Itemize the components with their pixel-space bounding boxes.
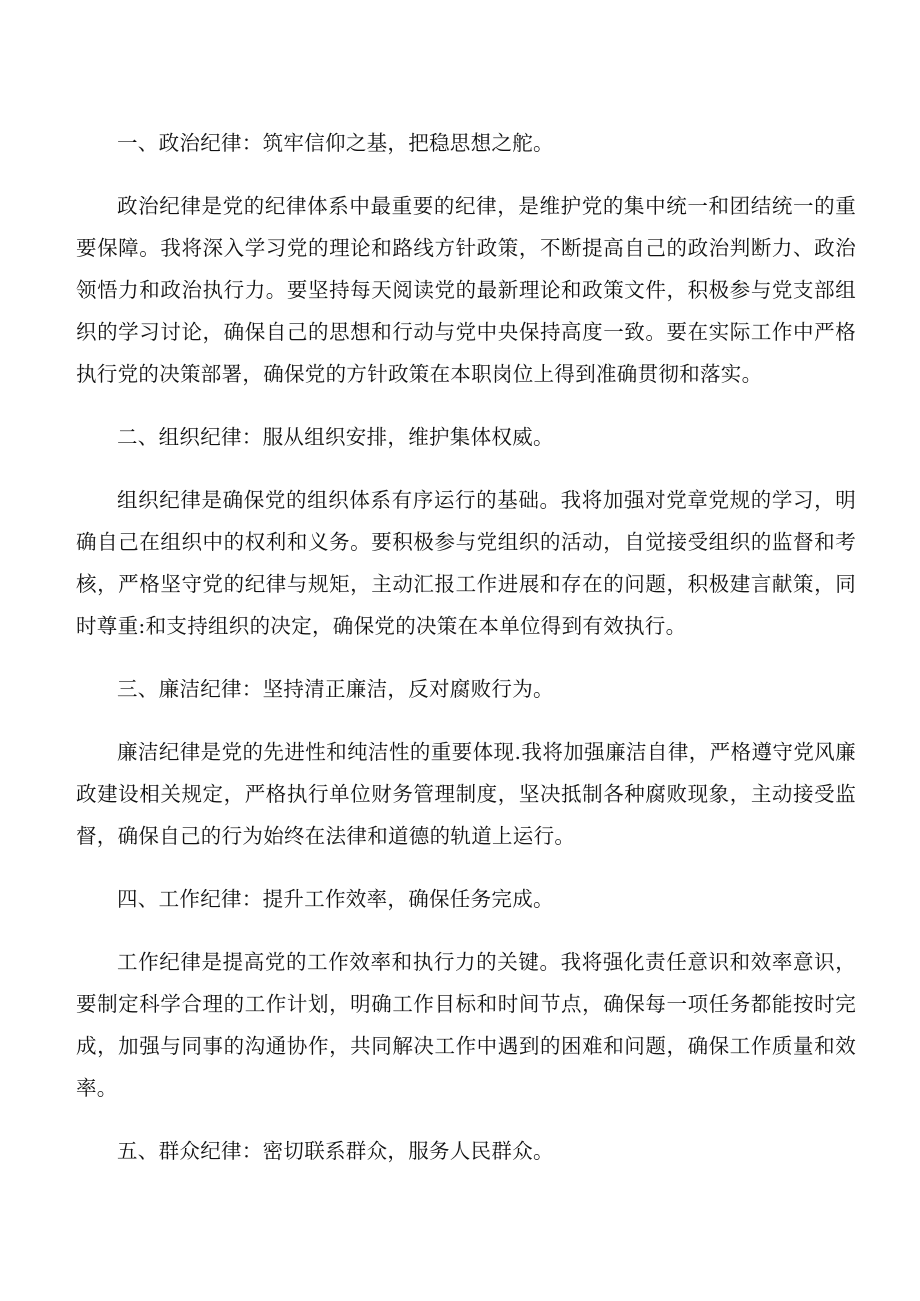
section-body-political: 政治纪律是党的纪律体系中最重要的纪律，是维护党的集中统一和团结统一的重要保障。我将深入学习党的理论和路线方针政策，不断提高自己的政治判断力、政治领悟力和政治执行力。要坚持每天阅读党的最新理论和政策文件，积极参与党支部组织的学习讨论，确保自己的思想和行动与党中央保持高度一致。要在实际工作中严格执行党的决策部署，确保党的方针政策在本职岗位上得到准确贯彻和落实。 [76,194,856,386]
section-heading-organization: 二、组织纪律：服从组织安排，维护集体权威。 [117,425,554,449]
section-body-integrity: 廉洁纪律是党的先进性和纯洁性的重要体现.我将加强廉洁自律，严格遵守党风廉政建设相关规定，严格执行单位财务管理制度，坚决抵制各种腐败现象，主动接受监督，确保自己的行为始终在法律和道德的轨道上运行。 [76,740,856,848]
document-body [76,122,856,1193]
section-body-work: 工作纪律是提高党的工作效率和执行力的关键。我将强化责任意识和效率意识，要制定科学合理的工作计划，明确工作目标和时间节点，确保每一项任务都能按时完成，加强与同事的沟通协作，共同解决工作中遇到的困难和问题，确保工作质量和效率。 [76,950,856,1100]
section-heading-political: 一、政治纪律：筑牢信仰之基，把稳思想之舵。 [117,131,554,155]
section-heading-work: 四、工作纪律：提升工作效率，确保任务完成。 [117,887,554,911]
section-heading-integrity: 三、廉洁纪律：坚持清正廉洁，反对腐败行为。 [117,677,554,701]
section-heading-masses: 五、群众纪律：密切联系群众，服务人民群众。 [117,1139,554,1163]
section-body-organization: 组织纪律是确保党的组织体系有序运行的基础。我将加强对党章党规的学习，明确自己在组织中的权利和义务。要积极参与党组织的活动，自觉接受组织的监督和考核，严格坚守党的纪律与规矩，主动汇报工作进展和存在的问题，积极建言献策，同时尊重:和支持组织的决定，确保党的决策在本单位得到有效执行。 [76,488,856,638]
